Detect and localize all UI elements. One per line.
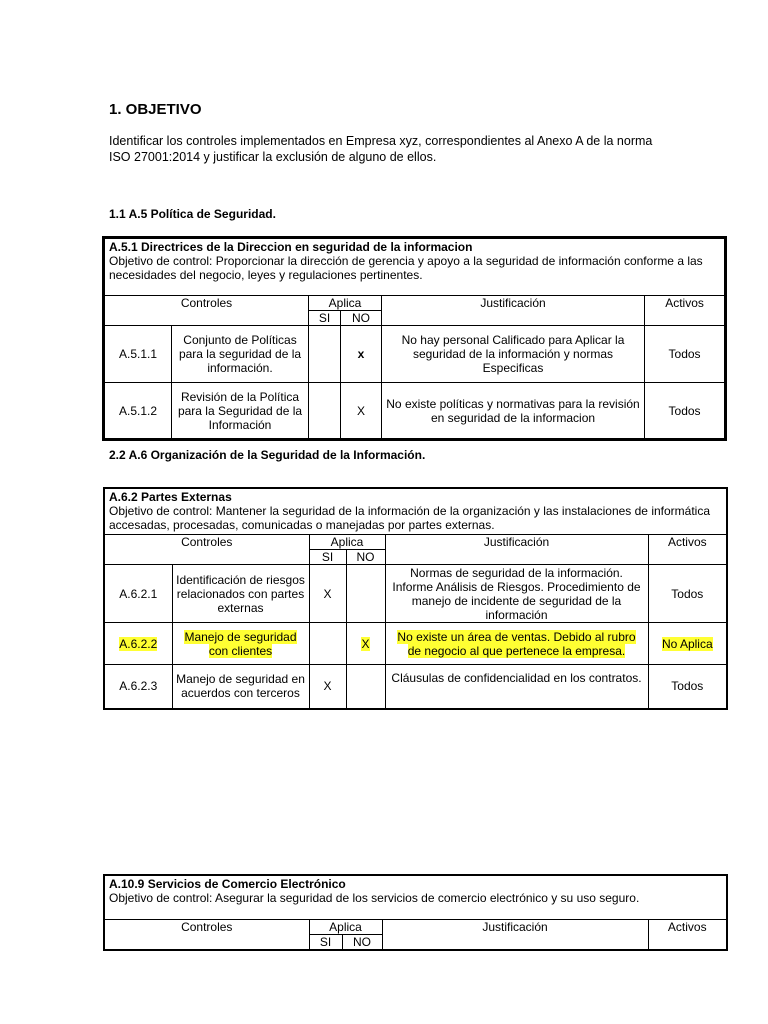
section2-title: 2.2 A.6 Organización de la Seguridad de la Información. (109, 448, 426, 462)
col-justificacion: Justificación (385, 535, 648, 565)
table-row (105, 326, 725, 383)
col-activos: Activos (648, 919, 727, 950)
control-name (172, 623, 309, 665)
highlighted-text: No Aplica (661, 636, 713, 651)
col-justificacion: Justificación (382, 296, 645, 326)
aplica-no: X (341, 383, 382, 439)
control-id (104, 623, 172, 665)
control-name: Revisión de la Política para la Seguridad de la Información (172, 383, 309, 439)
table3-title: A.10.9 Servicios de Comercio Electrónico (109, 877, 346, 891)
justificacion: Normas de seguridad de la información. Informe Análisis de Riesgos. Procedimiento de manejo de incidente de seguridad de la información (385, 565, 648, 623)
intro-paragraph: Identificar los controles implementados en Empresa xyz, correspondientes al Anexo A de la norma ISO 27001:2014 y justificar la exclusión de alguno de ellos. (109, 134, 653, 164)
control-table-a62 (103, 487, 728, 710)
control-id: A.6.2.3 (104, 665, 172, 709)
col-activos: Activos (648, 535, 727, 565)
table2-header (104, 488, 727, 535)
section1-title: 1.1 A.5 Política de Seguridad. (109, 207, 276, 221)
col-controles: Controles (104, 919, 309, 950)
col-controles: Controles (104, 535, 309, 565)
col-no: NO (346, 550, 385, 565)
table1-title: A.5.1 Directrices de la Direccion en seguridad de la informacion (109, 240, 473, 254)
highlighted-text: No existe un área de ventas. Debido al rubro (397, 629, 636, 644)
justificacion: No existe políticas y normativas para la revisión en seguridad de la informacion (382, 383, 645, 439)
col-aplica: Aplica (309, 919, 382, 934)
col-activos: Activos (645, 296, 725, 326)
control-id: A.5.1.1 (105, 326, 172, 383)
col-no: NO (341, 311, 382, 326)
highlighted-text: A.6.2.2 (119, 636, 158, 651)
table3-objective: Objetivo de control: Asegurar la seguridad de los servicios de comercio electrónico y su uso seguro. (109, 891, 640, 905)
highlighted-text: Manejo de seguridad con clientes (184, 629, 297, 658)
activos: Todos (645, 326, 725, 383)
table-row (104, 623, 727, 665)
activos: Todos (645, 383, 725, 439)
table-row (105, 383, 725, 439)
col-aplica: Aplica (309, 296, 382, 311)
col-no: NO (342, 934, 382, 950)
col-si: SI (309, 934, 342, 950)
table-row (104, 565, 727, 623)
aplica-no (346, 623, 385, 665)
aplica-si: X (309, 565, 346, 623)
aplica-si (309, 326, 341, 383)
control-name: Manejo de seguridad en acuerdos con terceros (172, 665, 309, 709)
aplica-no (346, 665, 385, 709)
highlighted-text: de negocio al que pertenece la empresa. (407, 643, 626, 658)
control-name: Conjunto de Políticas para la seguridad de la información. (172, 326, 309, 383)
col-controles: Controles (105, 296, 309, 326)
aplica-no: x (341, 326, 382, 383)
col-si: SI (309, 550, 346, 565)
table3-header (104, 875, 727, 919)
table2-objective: Objetivo de control: Mantener la seguridad de la información de la organización y las instalaciones de informática accesadas, procesadas, comunicadas o manejadas por partes externas. (109, 504, 711, 532)
table1-objective: Objetivo de control: Proporcionar la dirección de gerencia y apoyo a la seguridad de información conforme a las necesidades del negocio, leyes y regulaciones pertinentes. (109, 254, 703, 282)
justificacion: Cláusulas de confidencialidad en los contratos. (385, 665, 648, 709)
control-id: A.5.1.2 (105, 383, 172, 439)
col-aplica: Aplica (309, 535, 385, 550)
control-table-a109 (103, 874, 728, 951)
activos (648, 623, 727, 665)
control-table-a51 (104, 238, 725, 439)
aplica-si (309, 623, 346, 665)
table-row (104, 665, 727, 709)
control-id: A.6.2.1 (104, 565, 172, 623)
col-si: SI (309, 311, 341, 326)
control-name: Identificación de riesgos relacionados con partes externas (172, 565, 309, 623)
justificacion: No hay personal Calificado para Aplicar la seguridad de la información y normas Especificas (382, 326, 645, 383)
table2-title: A.6.2 Partes Externas (109, 490, 232, 504)
col-justificacion: Justificación (382, 919, 648, 950)
activos: Todos (648, 665, 727, 709)
table1-header (105, 239, 725, 296)
page-heading: 1. OBJETIVO (109, 101, 202, 118)
highlighted-text: X (361, 636, 370, 651)
aplica-si (309, 383, 341, 439)
aplica-si: X (309, 665, 346, 709)
justificacion (385, 623, 648, 665)
aplica-no (346, 565, 385, 623)
activos: Todos (648, 565, 727, 623)
